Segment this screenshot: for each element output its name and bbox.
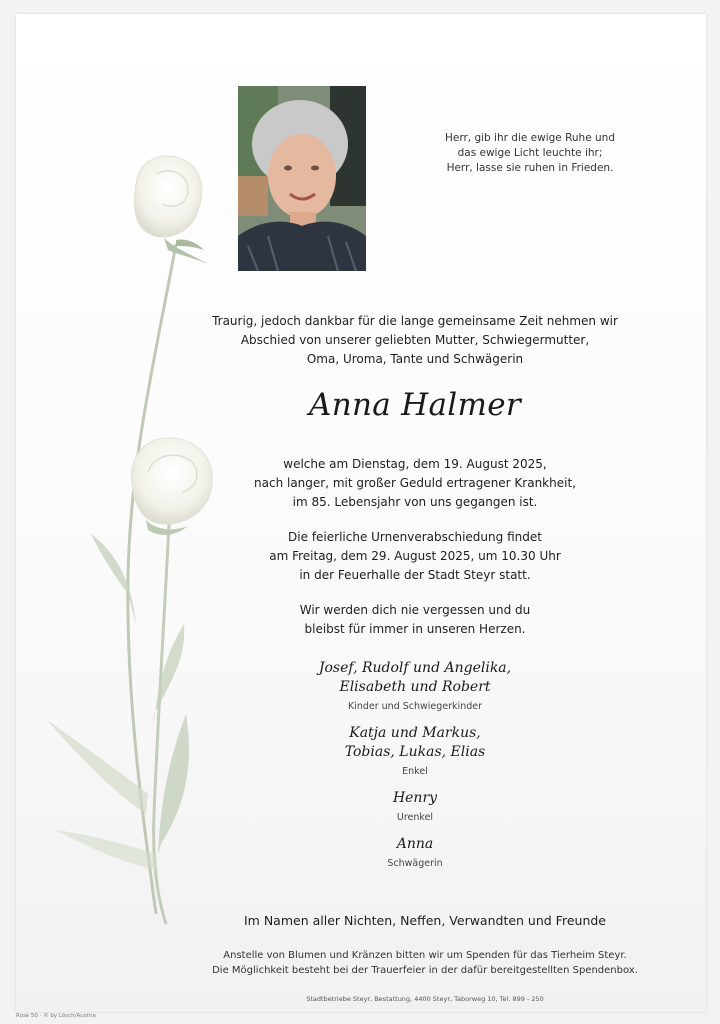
memory-text xyxy=(180,601,650,639)
donation-line: Die Möglichkeit besteht bei der Trauerfeier in der dafür bereitgestellten Spendenbox. xyxy=(212,965,638,976)
mourner-role: Urenkel xyxy=(396,812,434,823)
donation-line: Anstelle von Blumen und Kränzen bitten wir um Spenden für das Tierheim Steyr. xyxy=(223,950,627,961)
death-line: welche am Dienstag, dem 19. August 2025, xyxy=(283,457,547,471)
mourner-names: Katja und Markus, xyxy=(349,725,481,741)
mourner-names: Henry xyxy=(392,790,438,806)
donation-request xyxy=(160,948,690,978)
service-details xyxy=(180,528,650,585)
mourner-names: Josef, Rudolf und Angelika, xyxy=(318,660,512,676)
mourner-group-great-grandchild xyxy=(180,789,650,825)
death-details xyxy=(180,455,650,512)
mourner-role: Enkel xyxy=(402,766,428,777)
funeral-home-footer: Stadtbetriebe Steyr, Bestattung, 4400 Steyr, Taborweg 10, Tel. 899 - 250 xyxy=(306,995,544,1003)
memory-line: Wir werden dich nie vergessen und du xyxy=(299,603,531,617)
deceased-name: Anna Halmer xyxy=(309,387,521,423)
prayer-line: Herr, gib ihr die ewige Ruhe und xyxy=(444,132,615,144)
mourner-names: Elisabeth und Robert xyxy=(339,679,491,695)
mourner-names: Anna xyxy=(396,836,434,852)
portrait-photo-icon xyxy=(238,86,366,271)
mourner-group-children xyxy=(180,659,650,714)
obituary-page xyxy=(16,14,706,1012)
mourner-names: Tobias, Lukas, Elias xyxy=(344,744,486,760)
corner-note: Rose 50 · © by Lösch/Austria xyxy=(16,1013,96,1019)
service-line: am Freitag, dem 29. August 2025, um 10.30 Uhr xyxy=(269,549,561,563)
death-line: im 85. Lebensjahr von uns gegangen ist. xyxy=(292,495,538,509)
prayer-line: Herr, lasse sie ruhen in Frieden. xyxy=(446,162,614,174)
intro-line: Traurig, jedoch dankbar für die lange gemeinsame Zeit nehmen wir xyxy=(212,314,618,328)
mourner-role: Kinder und Schwiegerkinder xyxy=(347,701,483,712)
prayer-verse xyxy=(410,131,650,176)
mourner-group-grandchildren xyxy=(180,724,650,779)
death-line: nach langer, mit großer Geduld ertragener Krankheit, xyxy=(254,476,576,490)
intro-line: Abschied von unserer geliebten Mutter, Schwiegermutter, xyxy=(240,333,590,347)
mourner-group-sister-in-law xyxy=(180,835,650,871)
prayer-line: das ewige Licht leuchte ihr; xyxy=(457,147,603,159)
intro-text xyxy=(180,312,650,369)
service-line: in der Feuerhalle der Stadt Steyr statt. xyxy=(299,568,531,582)
mourners-list xyxy=(180,659,650,881)
portrait-photo xyxy=(238,86,366,271)
intro-line: Oma, Uroma, Tante und Schwägerin xyxy=(306,352,524,366)
relatives-line: Im Namen aller Nichten, Neffen, Verwandten und Freunde xyxy=(243,913,606,928)
service-line: Die feierliche Urnenverabschiedung findet xyxy=(288,530,542,544)
memory-line: bleibst für immer in unseren Herzen. xyxy=(304,622,526,636)
mourner-role: Schwägerin xyxy=(387,858,443,869)
